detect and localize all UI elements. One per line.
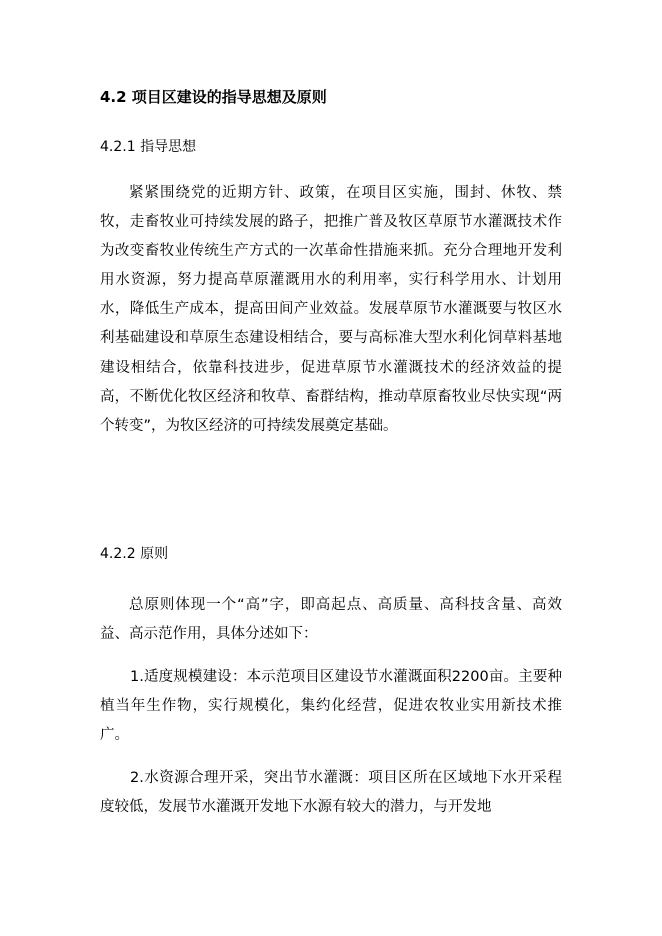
section-heading: 4.2 项目区建设的指导思想及原则: [100, 88, 327, 106]
paragraph-guiding-ideology: 紧紧围绕党的近期方针、政策，在项目区实施，围封、休牧、禁牧，走畜牧业可持续发展的路子，把推广普及牧区草原节水灌溉技术作为改变畜牧业传统生产方式的一次革命性措施来抓。充分合理地开发利用水资源，努力提高草原灌溉用水的利用率，实行科学用水、计划用水，降低生产成本，提高田间产业效益。发展草原节水灌溉要与牧区水利基础建设和草原生态建设相结合，要与高标准大型水利化饲草料基地建设相结合，依靠科技进步，促进草原节水灌溉技术的经济效益的提高，不断优化牧区经济和牧草、畜群结构，推动草原畜牧业尽快实现“两个转变”，为牧区经济的可持续发展奠定基础。: [100, 185, 562, 434]
subsection-heading-principles: 4.2.2 原则: [100, 546, 169, 562]
paragraph-principle-2: 2.水资源合理开采，突出节水灌溉：项目区所在区域地下水开采程度较低，发展节水灌溉开发地下水源有较大的潜力，与开发地: [100, 770, 562, 816]
paragraph-principle-1: 1.适度规模建设：本示范项目区建设节水灌溉面积2200亩。主要种植当年生作物，实行规模化，集约化经营，促进农牧业实用新技术推广。: [100, 669, 562, 744]
paragraph-general-principle: 总原则体现一个“高”字，即高起点、高质量、高科技含量、高效益、高示范作用，具体分述如下：: [100, 597, 562, 643]
subsection-heading-guiding-ideology: 4.2.1 指导思想: [100, 139, 197, 155]
